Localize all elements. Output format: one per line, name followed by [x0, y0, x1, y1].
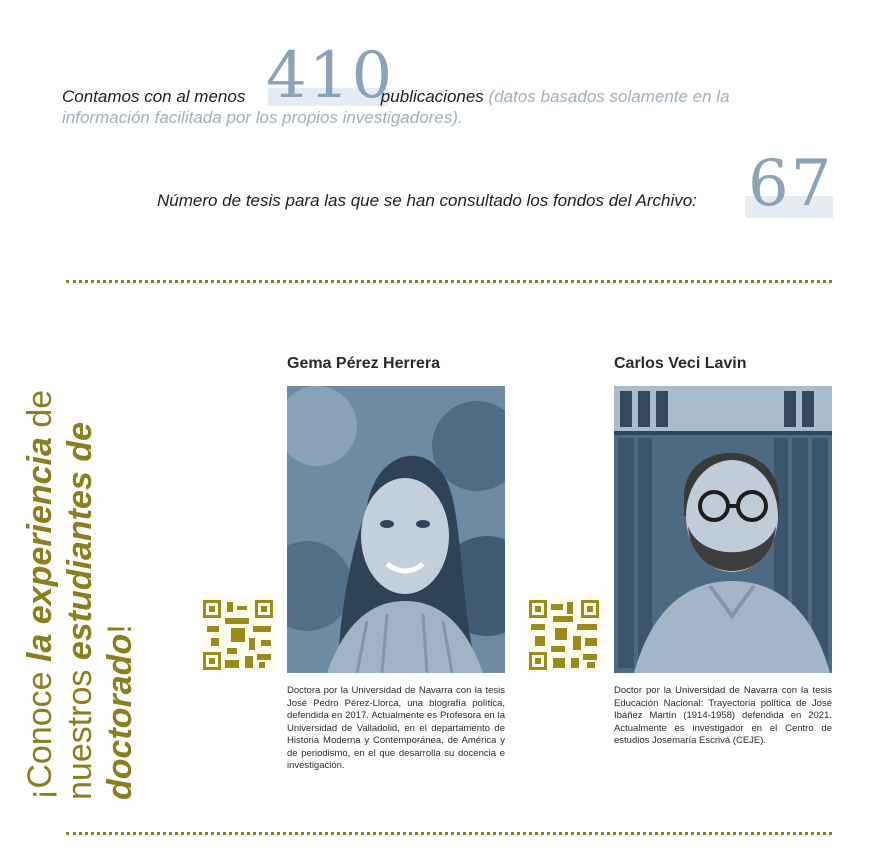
section-title-word: ! [101, 624, 139, 634]
section-title-word: ¡Conoce [21, 662, 59, 800]
profile-photo [287, 386, 505, 673]
publications-note-part1: (datos basados solamente en la [488, 87, 730, 106]
theses-number: 67 [748, 147, 834, 221]
publications-prefix: Contamos con al menos [62, 87, 246, 106]
portrait-man-image [614, 386, 832, 673]
section-title-emphasis: estudiantes de [61, 422, 99, 661]
publications-stat-line [62, 86, 822, 107]
section-title-line2 [60, 320, 100, 800]
publications-label: publicaciones [380, 87, 484, 106]
publications-note-part2: información facilitada por los propios investigadores). [62, 108, 463, 127]
publications-number: 410 [266, 39, 395, 113]
profile-bio: Doctora por la Universidad de Navarra con la tesis José Pedro Pérez-Llorca, una biografía política, defendida en 2017. Actualmente es Profesora en la Universidad de Valladolid, en el departamento de Historia Moderna y Contemporánea, de América y de periodismo, en el que desarrolla su docencia e investigación. [287, 685, 505, 771]
profile-photo [614, 386, 832, 673]
top-divider [66, 280, 832, 283]
section-title-word: nuestros [61, 660, 99, 800]
qr-code[interactable] [201, 598, 275, 672]
section-title-word: de [21, 389, 59, 438]
section-title-emphasis: la experiencia [21, 437, 59, 663]
theses-label: Número de tesis para las que se han consultado los fondos del Archivo: [157, 191, 697, 210]
portrait-woman-image [287, 386, 505, 673]
section-title [20, 320, 140, 800]
profile-name: Carlos Veci Lavin [614, 355, 747, 372]
qr-code[interactable] [527, 598, 601, 672]
section-title-line1 [20, 320, 60, 800]
profile-name: Gema Pérez Herrera [287, 355, 440, 372]
section-title-line3 [100, 320, 140, 800]
profile-bio: Doctor por la Universidad de Navarra con la tesis Educación Nacional: Trayectoria política de José Ibáñez Martín (1914-1958) defendida en 2021. Actualmente es investigador en el Centro de estudios Josemaría Escrivá (CEJE). [614, 685, 832, 746]
section-title-emphasis: doctorado [101, 633, 139, 800]
bottom-divider [66, 832, 832, 835]
